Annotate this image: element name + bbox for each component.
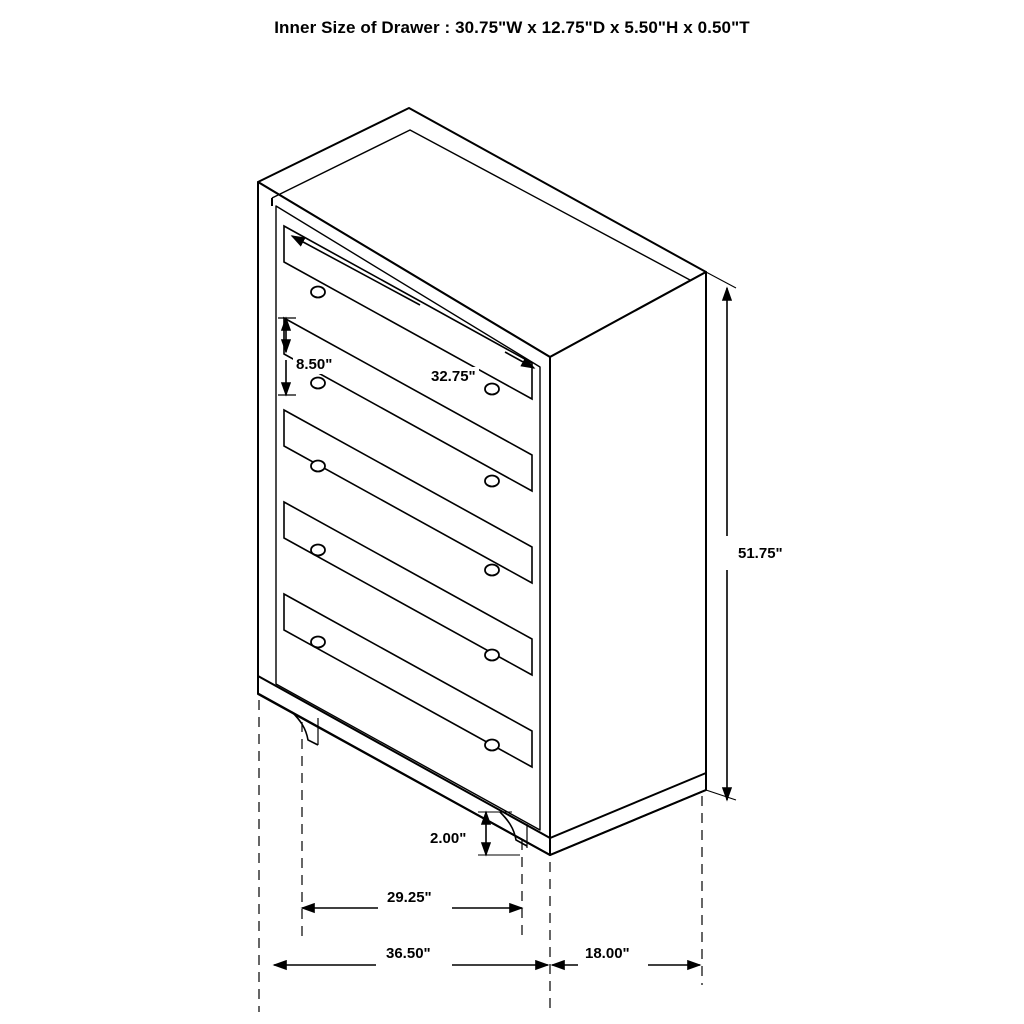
dim-label-overall-depth: 18.00" [582,944,633,963]
dim-label-overall-width: 36.50" [383,944,434,963]
dim-label-drawer-height: 8.50" [293,355,335,374]
dim-label-base-inner-width: 29.25" [384,888,435,907]
page-title: Inner Size of Drawer : 30.75"W x 12.75"D x 5.50"H x 0.50"T [274,18,750,37]
dim-label-base-clearance: 2.00" [427,829,469,848]
dim-label-drawer-width: 32.75" [428,367,479,386]
dim-label-overall-height: 51.75" [735,544,786,563]
chest-body [258,108,706,855]
dim-overall-height [706,272,736,800]
